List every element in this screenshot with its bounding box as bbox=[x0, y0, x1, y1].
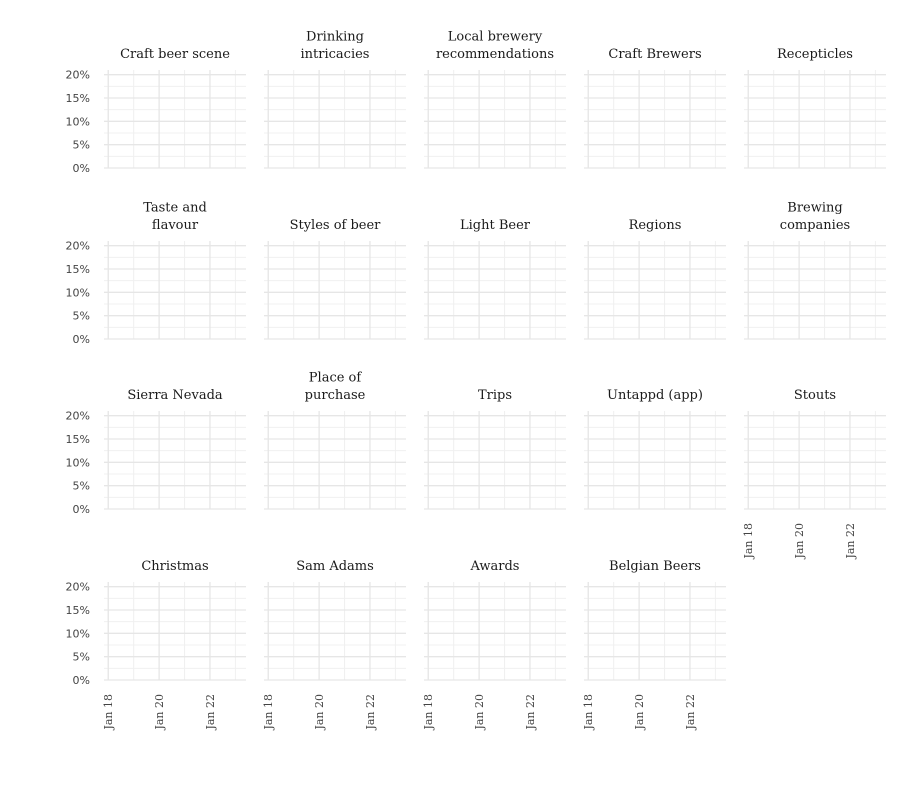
x-tick-label: Jan 22 bbox=[843, 523, 857, 559]
x-tick-label: Jan 20 bbox=[473, 694, 487, 730]
x-tick-label: Jan 22 bbox=[683, 694, 697, 730]
panel-title-line: companies bbox=[779, 218, 851, 233]
panel-title bbox=[780, 201, 850, 234]
facet-panel bbox=[584, 218, 726, 339]
x-tick-label: Jan 20 bbox=[633, 694, 647, 730]
y-tick-label: 15% bbox=[65, 433, 90, 446]
y-tick-label: 10% bbox=[65, 456, 90, 470]
x-tick-label: Jan 18 bbox=[102, 694, 116, 730]
panel-title-line: flavour bbox=[151, 218, 199, 233]
facet-panel bbox=[584, 388, 726, 509]
facet-panel bbox=[424, 30, 566, 169]
facet-panel bbox=[584, 47, 726, 168]
panel-title-line: Taste and bbox=[143, 200, 207, 216]
panel-title bbox=[460, 218, 531, 233]
facet-panel bbox=[582, 559, 726, 731]
panel-title-line: Place of bbox=[308, 370, 362, 386]
facet-panel bbox=[422, 559, 566, 731]
x-tick-label: Jan 18 bbox=[582, 694, 596, 730]
facet-panel bbox=[264, 371, 406, 510]
x-tick-label: Jan 20 bbox=[313, 694, 327, 730]
facet-panel bbox=[66, 47, 246, 175]
y-tick-label: 0% bbox=[72, 674, 90, 687]
y-tick-label: 20% bbox=[65, 68, 90, 82]
panel-title-line: Untappd (app) bbox=[607, 388, 703, 403]
panel-title bbox=[296, 559, 374, 574]
panel-title bbox=[305, 371, 366, 404]
panel-title bbox=[436, 30, 554, 63]
y-tick-label: 15% bbox=[65, 92, 90, 105]
y-tick-label: 5% bbox=[72, 650, 90, 664]
y-tick-label: 15% bbox=[65, 604, 90, 617]
y-tick-label: 20% bbox=[65, 580, 90, 594]
facet-panel bbox=[744, 47, 886, 168]
panel-title-line: Christmas bbox=[141, 559, 209, 574]
facet-panel bbox=[264, 30, 406, 169]
y-tick-label: 10% bbox=[65, 115, 90, 129]
facet-panel bbox=[264, 218, 406, 339]
y-tick-label: 10% bbox=[65, 286, 90, 300]
panel-title-line: Craft beer scene bbox=[120, 47, 230, 62]
y-tick-label: 15% bbox=[65, 263, 90, 276]
y-tick-label: 20% bbox=[65, 409, 90, 423]
panel-title bbox=[478, 388, 512, 403]
panel-title bbox=[470, 559, 520, 574]
y-tick-label: 5% bbox=[72, 479, 90, 493]
y-tick-label: 0% bbox=[72, 503, 90, 516]
panel-title-line: Drinking bbox=[306, 29, 364, 45]
x-tick-label: Jan 18 bbox=[422, 694, 436, 730]
facet-panel bbox=[66, 559, 246, 731]
x-tick-label: Jan 18 bbox=[742, 523, 756, 559]
panel-title-line: Stouts bbox=[793, 388, 837, 403]
panel-title-line: Regions bbox=[628, 218, 682, 233]
y-tick-label: 5% bbox=[72, 309, 90, 323]
facet-panel bbox=[66, 388, 246, 516]
panel-title-line: intricacies bbox=[300, 47, 370, 62]
facet-panel bbox=[742, 388, 886, 560]
panel-title-line: Awards bbox=[470, 559, 520, 574]
panel-title-line: Local brewery bbox=[447, 29, 543, 45]
x-tick-label: Jan 22 bbox=[523, 694, 537, 730]
panel-title-line: Belgian Beers bbox=[609, 559, 701, 574]
facet-panel bbox=[424, 388, 566, 509]
panel-title-line: recommendations bbox=[435, 47, 555, 62]
panel-title-line: purchase bbox=[304, 388, 366, 403]
facet-panel bbox=[744, 201, 886, 340]
facet-panel bbox=[424, 218, 566, 339]
x-tick-label: Jan 18 bbox=[262, 694, 276, 730]
panel-title-line: Styles of beer bbox=[289, 218, 381, 233]
x-tick-label: Jan 20 bbox=[793, 523, 807, 559]
panel-title-line: Light Beer bbox=[460, 218, 530, 233]
y-tick-label: 10% bbox=[65, 627, 90, 641]
y-tick-label: 20% bbox=[65, 239, 90, 253]
y-tick-label: 5% bbox=[72, 138, 90, 152]
panel-title bbox=[143, 201, 207, 234]
x-tick-label: Jan 20 bbox=[153, 694, 167, 730]
panel-title bbox=[141, 559, 208, 574]
panel-title-line: Brewing bbox=[787, 200, 843, 216]
panel-title bbox=[290, 218, 382, 233]
panel-title-line: Craft Brewers bbox=[608, 47, 702, 62]
panel-title bbox=[127, 388, 223, 403]
panel-title-line: Sam Adams bbox=[296, 559, 374, 574]
panel-title bbox=[794, 388, 836, 403]
x-tick-label: Jan 22 bbox=[203, 694, 217, 730]
facet-panel bbox=[66, 201, 246, 347]
panel-title bbox=[777, 47, 853, 62]
panel-title bbox=[607, 388, 703, 403]
panel-title bbox=[120, 47, 230, 62]
panel-title bbox=[608, 47, 701, 62]
y-tick-label: 0% bbox=[72, 162, 90, 175]
panel-title-line: Trips bbox=[477, 388, 513, 403]
facet-panel bbox=[262, 559, 406, 731]
panel-title bbox=[301, 30, 370, 63]
x-tick-label: Jan 22 bbox=[363, 694, 377, 730]
y-tick-label: 0% bbox=[72, 333, 90, 346]
panel-title bbox=[609, 559, 701, 574]
panel-title-line: Sierra Nevada bbox=[127, 388, 223, 403]
panel-title-line: Recepticles bbox=[777, 47, 853, 62]
panel-title bbox=[629, 218, 682, 233]
